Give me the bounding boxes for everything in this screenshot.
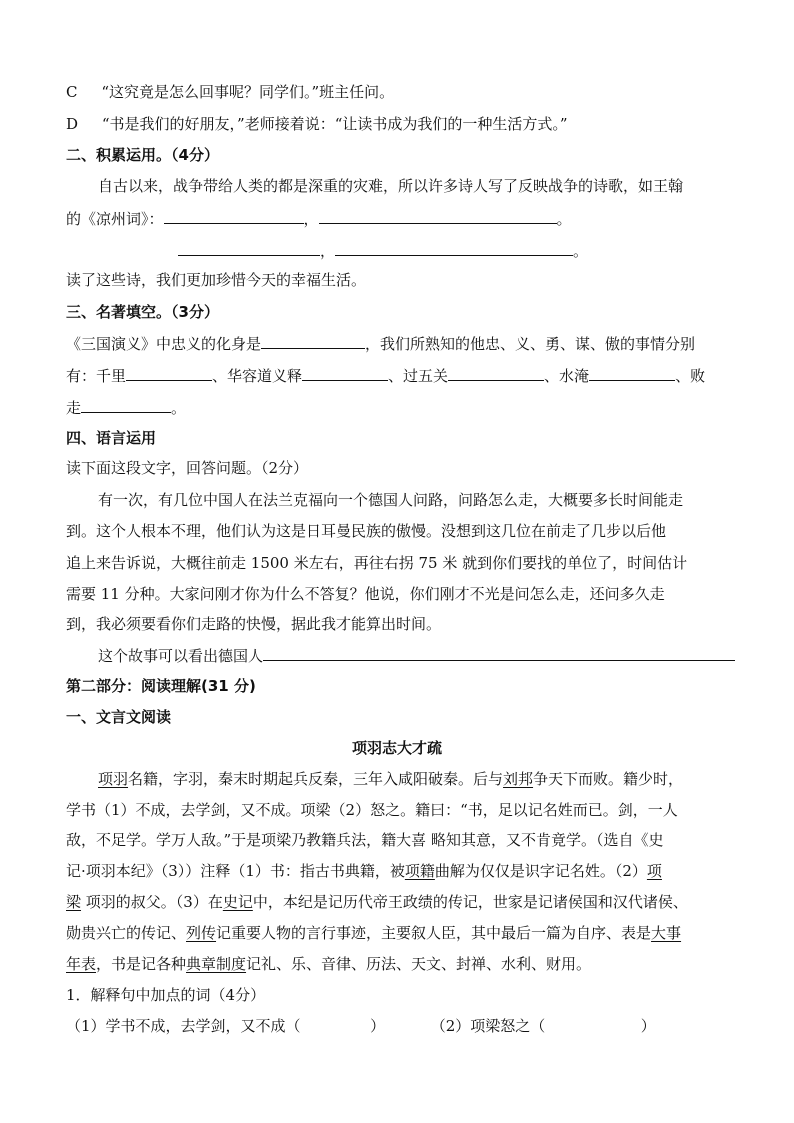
text-segment: 、水淹 xyxy=(544,367,590,385)
section-4-instruction: 读下面这段文字，回答问题。（2分） xyxy=(66,459,309,477)
section-2-closing: 读了这些诗，我们更加珍惜今天的幸福生活。 xyxy=(66,271,367,289)
text-segment: 曲解为仅仅是识字记名姓。（2） xyxy=(434,862,647,880)
section-2-heading: 二、积累运用。（4分） xyxy=(66,146,219,164)
option-text: “书是我们的好朋友，”老师接着说：“让读书成为我们的一种生活方式。” xyxy=(101,115,568,133)
text-segment: 、败 xyxy=(675,367,706,385)
text-segment: 、过五关 xyxy=(388,367,449,385)
text-segment: 记重要人物的言行事迹，主要叙人臣，其中最后一篇为自序、表是 xyxy=(216,924,652,942)
text-segment: 勋贵兴亡的传记、 xyxy=(66,924,187,942)
passage-line: 追上来告诉说，大概往前走 1500 米左右，再往右拐 75 米 就到你们要找的单位了，时间估计 xyxy=(66,554,688,572)
underlined-term: 年表 xyxy=(66,955,97,973)
answer-blank[interactable] xyxy=(164,209,304,224)
article-line xyxy=(66,892,732,912)
text-segment: 走 xyxy=(66,399,82,417)
paren-close: ） xyxy=(640,1017,656,1035)
section-4-heading: 四、语言运用 xyxy=(66,429,157,447)
section-3-line3 xyxy=(66,398,732,418)
article-line xyxy=(98,769,732,789)
text-segment: 记礼、乐、音律、历法、天文、封禅、水利、财用。 xyxy=(246,955,592,973)
answer-blank[interactable] xyxy=(448,366,544,381)
text-segment: ，书是记各种 xyxy=(96,955,187,973)
answer-blank[interactable] xyxy=(261,334,365,349)
article-title: 项羽志大才疏 xyxy=(351,739,442,757)
passage-line: 有一次，有几位中国人在法兰克福向一个德国人问路，问路怎么走，大概要多长时间能走 xyxy=(98,491,684,509)
section-3-line2 xyxy=(66,366,732,386)
text-segment: 中，本纪是记历代帝王政绩的传记，世家是记诸侯国和汉代诸侯、 xyxy=(252,893,688,911)
underlined-name: 项羽 xyxy=(98,770,129,788)
underlined-term: 列传 xyxy=(186,924,217,942)
option-d xyxy=(66,114,732,134)
classical-heading: 一、文言文阅读 xyxy=(66,708,172,726)
answer-blank[interactable] xyxy=(335,241,573,256)
section-2-intro: 自古以来，战争带给人类的都是深重的灾难，所以许多诗人写了反映战争的诗歌，如王翰 xyxy=(98,177,684,195)
underlined-term: 史记 xyxy=(222,893,253,911)
question-text: 这个故事可以看出德国人 xyxy=(98,647,264,665)
text-segment: 项羽的叔父。（3）在 xyxy=(81,893,223,911)
passage-line: 到，我必须要看你们走路的快慢，据此我才能算出时间。 xyxy=(66,615,442,633)
answer-blank[interactable] xyxy=(126,366,212,381)
article-line xyxy=(66,954,732,974)
article-line xyxy=(66,861,732,881)
answer-blank[interactable] xyxy=(302,366,388,381)
answer-blank[interactable] xyxy=(263,646,735,661)
passage-line: 需要 11 分种。大家问刚才你为什么不答复？他说，你们刚才不光是问怎么走，还问多久走 xyxy=(66,585,665,603)
question-item: （1）学书不成，去学剑，又不成（ xyxy=(66,1017,301,1035)
option-c xyxy=(66,82,732,102)
underlined-term: 项 xyxy=(646,862,662,880)
part-2-heading: 第二部分：阅读理解(31 分) xyxy=(66,677,256,695)
section-3-line1 xyxy=(66,334,732,354)
passage-line: 到。这个人根本不理，他们认为这是日耳曼民族的傲慢。没想到这几位在前走了几步以后他 xyxy=(66,522,667,540)
article-line: 敌，不足学。学万人敌。”于是项梁乃教籍兵法，籍大喜 略知其意，又不肯竟学。（选自《史 xyxy=(66,831,664,849)
underlined-name: 刘邦 xyxy=(503,770,534,788)
article-line xyxy=(66,923,732,943)
answer-blank[interactable] xyxy=(81,398,171,413)
question-item: （2）项梁怒之（ xyxy=(430,1017,546,1035)
underlined-term: 典章制度 xyxy=(186,955,247,973)
option-label: D xyxy=(66,115,79,133)
question-1-items xyxy=(66,1016,732,1036)
underlined-term: 大事 xyxy=(651,924,682,942)
text-segment: 记·项羽本纪》（3））注释（1）书：指古书典籍，被 xyxy=(66,862,405,880)
poem-title: 的《凉州词》： xyxy=(66,210,164,228)
answer-blank[interactable] xyxy=(319,209,557,224)
answer-blank[interactable] xyxy=(178,241,320,256)
answer-blank[interactable] xyxy=(589,366,675,381)
option-label: C xyxy=(66,83,78,101)
text-segment: 名籍，字羽，秦末时期起兵反秦，三年入咸阳破秦。后与 xyxy=(128,770,504,788)
underlined-term: 项籍 xyxy=(404,862,435,880)
section-3-heading: 三、名著填空。（3分） xyxy=(66,303,219,321)
text-segment: 《三国演义》中忠义的化身是 xyxy=(66,335,262,353)
text-segment: 、华容道义释 xyxy=(212,367,303,385)
question-1: 1．解释句中加点的词（4分） xyxy=(66,986,266,1004)
article-line: 学书（1）不成，去学剑，又不成。项梁（2）怒之。籍曰：“书，足以记名姓而已。剑，一人 xyxy=(66,801,678,819)
text-segment: ，我们所熟知的他忠、义、勇、谋、傲的事情分别 xyxy=(365,335,696,353)
paren-close: ） xyxy=(370,1017,386,1035)
text-segment: 。 xyxy=(171,399,187,417)
underlined-term: 梁 xyxy=(66,893,82,911)
section-4-question xyxy=(98,646,732,666)
section-2-line2: 的《凉州词》： ， 。 xyxy=(66,210,572,228)
text-segment: 有：千里 xyxy=(66,367,127,385)
section-2-line3: ， 。 xyxy=(178,241,732,261)
option-text: “这究竟是怎么回事呢？同学们。”班主任问。 xyxy=(101,83,395,101)
text-segment: 争天下而败。籍少时， xyxy=(533,770,684,788)
